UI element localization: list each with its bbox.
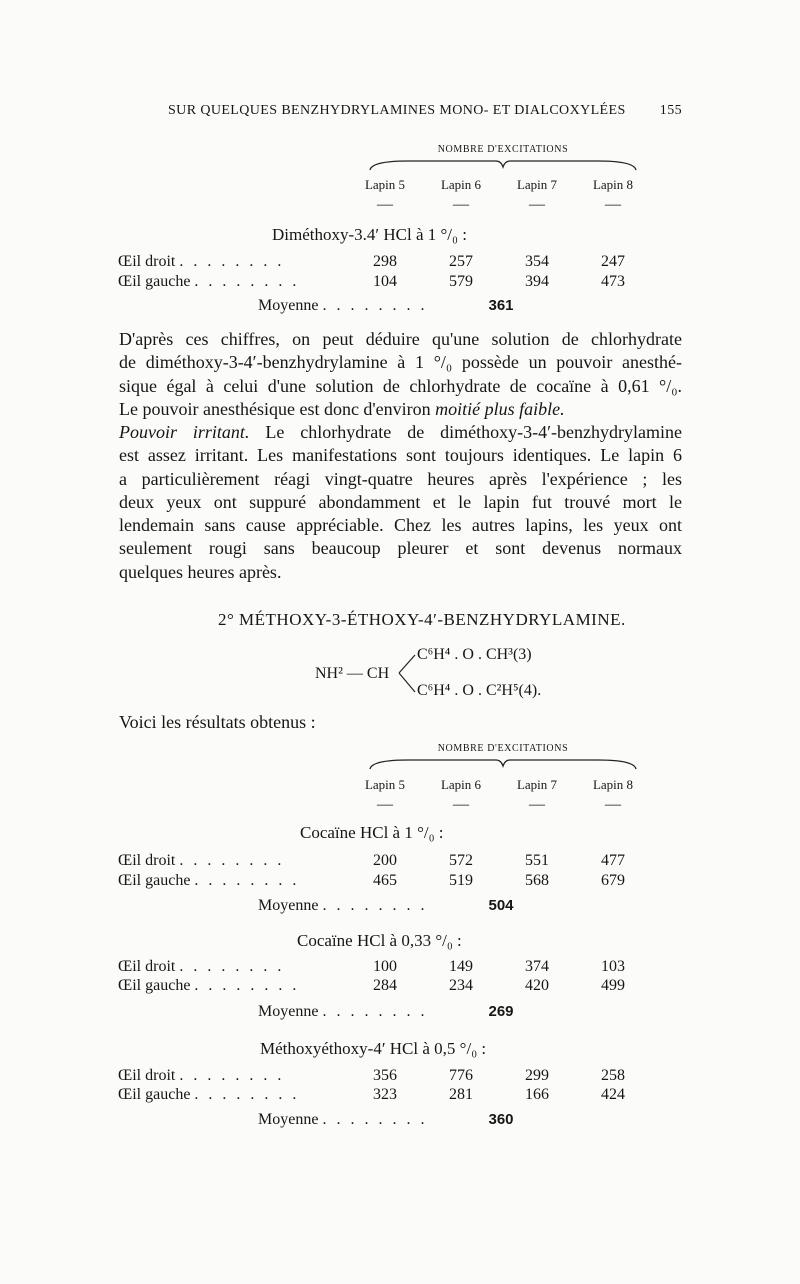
table1-caption: NOMBRE D'EXCITATIONS — [437, 144, 569, 155]
table1-col-lapin7: Lapin 7 — [516, 177, 558, 192]
results-intro: Voici les résultats obtenus : — [119, 712, 316, 732]
table2-col-lapin6: Lapin 6 — [440, 777, 482, 792]
cell-value: 354 — [525, 253, 549, 270]
cell-value: 104 — [373, 273, 397, 290]
cell-value: 473 — [601, 273, 625, 290]
section-heading: 2° MÉTHOXY-3-ÉTHOXY-4′-BENZHYDRYLAMINE. — [218, 610, 626, 629]
table-row: Œil droit . . . . . . . . 100 149 374 103 — [118, 958, 678, 978]
row-label: Œil gauche — [118, 872, 191, 889]
table-row: Œil droit . . . . . . . . 200 572 551 477 — [118, 852, 678, 872]
cell-value: 776 — [449, 1067, 473, 1084]
formula-branch — [397, 652, 417, 696]
table2-dash: — — [605, 796, 621, 813]
cell-value: 103 — [601, 958, 625, 975]
cell-value: 149 — [449, 958, 473, 975]
cell-value: 284 — [373, 977, 397, 994]
cell-value: 551 — [525, 852, 549, 869]
table1-brace — [368, 158, 638, 172]
table1-col-lapin5: Lapin 5 — [364, 177, 406, 192]
table1-dash: — — [605, 196, 621, 213]
table-row: Œil droit . . . . . . . . 356 776 299 258 — [118, 1067, 678, 1087]
group-title: Cocaïne HCl à 1 °/₀ : — [300, 823, 444, 842]
average-label: Moyenne — [258, 297, 319, 314]
cell-value: 247 — [601, 253, 625, 270]
table1-col-lapin8: Lapin 8 — [592, 177, 634, 192]
row-label: Œil gauche — [118, 977, 191, 994]
cell-value: 200 — [373, 852, 397, 869]
table2-col-lapin7: Lapin 7 — [516, 777, 558, 792]
average-value: 504 — [488, 897, 514, 914]
table-row: Œil gauche . . . . . . . . 465 519 568 679 — [118, 872, 678, 892]
cell-value: 257 — [449, 253, 473, 270]
emphasis: moitié plus faible. — [435, 398, 565, 419]
table2-caption: NOMBRE D'EXCITATIONS — [437, 743, 569, 754]
table2-dash: — — [377, 796, 393, 813]
table-row: Œil droit . . . . . . . . 298 257 354 247 — [118, 253, 678, 273]
chemical-formula: NH² — CH C⁶H⁴ . O . CH³(3) C⁶H⁴ . O . C²H⁵(4). — [315, 646, 542, 699]
table1-col-lapin6: Lapin 6 — [440, 177, 482, 192]
cell-value: 499 — [601, 977, 625, 994]
group-title: Méthoxyéthoxy-4′ HCl à 0,5 °/₀ : — [260, 1039, 487, 1058]
row-label: Œil gauche — [118, 1086, 191, 1103]
table1-dash: — — [529, 196, 545, 213]
cell-value: 579 — [449, 273, 473, 290]
cell-value: 258 — [601, 1067, 625, 1084]
table2-dash-row — [350, 796, 670, 814]
cell-value: 568 — [525, 872, 549, 889]
cell-value: 234 — [449, 977, 473, 994]
cell-value: 465 — [373, 872, 397, 889]
average-row: Moyenne . . . . . . . . 269 — [118, 1003, 678, 1023]
cell-value: 420 — [525, 977, 549, 994]
table-row: Œil gauche . . . . . . . . 104 579 394 473 — [118, 273, 678, 293]
table2-dash: — — [529, 796, 545, 813]
paragraph-2: Pouvoir irritant. Le chlorhydrate de diméthoxy-3-4′-benzhydrylamine est assez irritant. Les manifestations sont toujours identiques. Le lapin 6 a particulièrement réagi vingt-quatre heures après l'expérience ; les deux yeux ont suppuré abondamment et le lapin fut trouvé mort le lendemain sans cause appréciable. Chez les autres lapins, les yeux ont seulement rougi sans beaucoup pleurer et sont devenus normaux quelques heures après. — [119, 422, 682, 582]
cell-value: 572 — [449, 852, 473, 869]
cell-value: 166 — [525, 1086, 549, 1103]
row-label: Œil droit — [118, 852, 176, 869]
table-row: Œil gauche . . . . . . . . 323 281 166 424 — [118, 1086, 678, 1106]
table1-header-row — [350, 177, 670, 195]
table1-group-title: Diméthoxy-3.4′ HCl à 1 °/₀ : — [272, 225, 467, 244]
table1-dash: — — [453, 196, 469, 213]
table-row: Œil gauche . . . . . . . . 284 234 420 499 — [118, 977, 678, 997]
table2-header-row — [350, 777, 670, 795]
cell-value: 356 — [373, 1067, 397, 1084]
cell-value: 323 — [373, 1086, 397, 1103]
row-label: Œil gauche — [118, 273, 191, 290]
table1-dash: — — [377, 196, 393, 213]
average-value: 360 — [488, 1111, 514, 1128]
cell-value: 374 — [525, 958, 549, 975]
cell-value: 519 — [449, 872, 473, 889]
row-label: Œil droit — [118, 253, 176, 270]
row-label: Œil droit — [118, 1067, 176, 1084]
table2-brace — [368, 757, 638, 771]
cell-value: 298 — [373, 253, 397, 270]
average-label: Moyenne — [258, 1003, 319, 1020]
page-number: 155 — [659, 103, 682, 118]
paragraph-1: D'après ces chiffres, on peut déduire qu'une solution de chlorhydrate de diméthoxy-3-4′-benzhydrylamine à 1 °/₀ possède un pouvoir anesthé- sique égal à celui d'une solution de chlorhydrate de cocaïne à 0,61 °/₀. Le pouvoir anesthésique est donc d'environ moitié plus faible. — [119, 329, 682, 419]
average-row: Moyenne . . . . . . . . 361 — [118, 297, 678, 317]
cell-value: 299 — [525, 1067, 549, 1084]
paragraph-lead: Pouvoir irritant. — [119, 422, 250, 442]
table2-col-lapin8: Lapin 8 — [592, 777, 634, 792]
average-label: Moyenne — [258, 897, 319, 914]
average-value: 269 — [488, 1003, 514, 1020]
cell-value: 477 — [601, 852, 625, 869]
table1-dash-row — [350, 196, 670, 214]
table2-dash: — — [453, 796, 469, 813]
table2-col-lapin5: Lapin 5 — [364, 777, 406, 792]
average-row: Moyenne . . . . . . . . 360 — [118, 1111, 678, 1131]
average-row: Moyenne . . . . . . . . 504 — [118, 897, 678, 917]
cell-value: 424 — [601, 1086, 625, 1103]
cell-value: 100 — [373, 958, 397, 975]
average-value: 361 — [488, 297, 514, 314]
group-title: Cocaïne HCl à 0,33 °/₀ : — [297, 931, 462, 950]
cell-value: 679 — [601, 872, 625, 889]
running-head — [168, 103, 682, 123]
row-label: Œil droit — [118, 958, 176, 975]
cell-value: 394 — [525, 273, 549, 290]
running-head-title: SUR QUELQUES BENZHYDRYLAMINES MONO- ET DIALCOXYLÉES — [168, 103, 626, 118]
cell-value: 281 — [449, 1086, 473, 1103]
average-label: Moyenne — [258, 1111, 319, 1128]
